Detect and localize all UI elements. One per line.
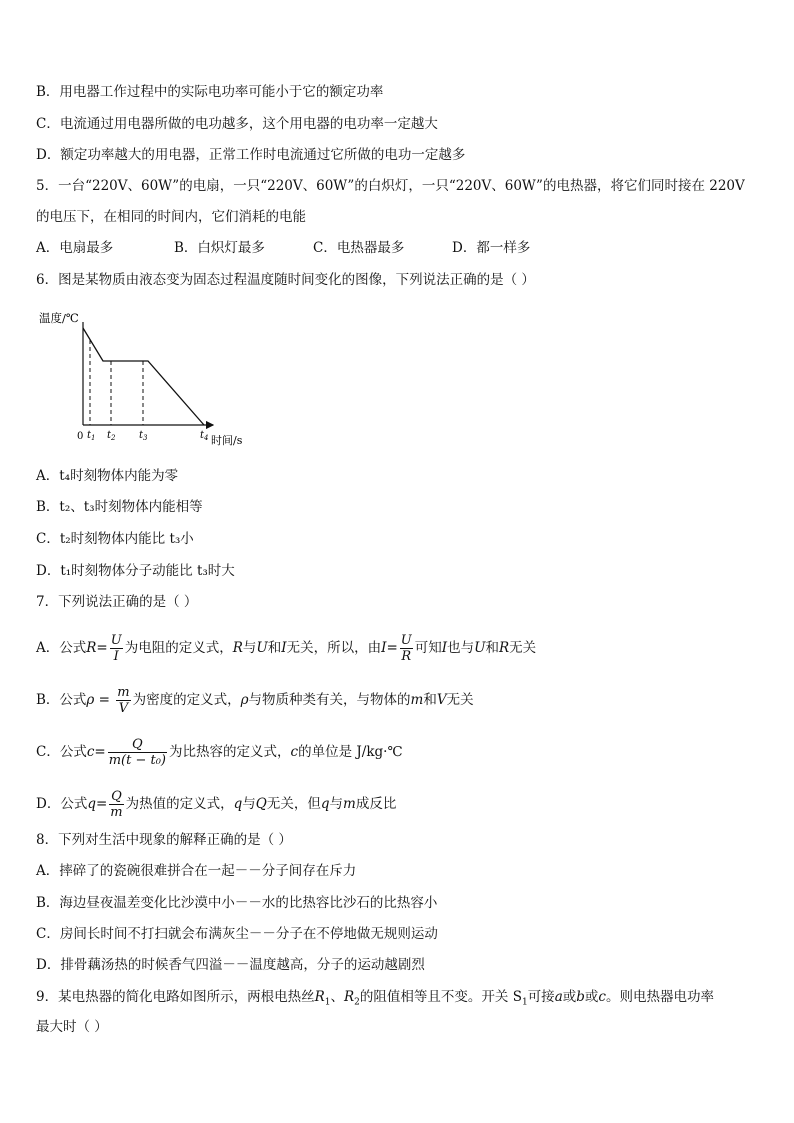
q4-option-c: C．电流通过用电器所做的电功越多，这个用电器的电功率一定越大 (36, 116, 438, 132)
tick-label-t2: $t_2$ (107, 430, 116, 442)
q5-stem-line2: 的电压下，在相同的时间内，它们消耗的电能 (36, 209, 306, 225)
q6-option-b: B．t₂、t₃时刻物体内能相等 (36, 499, 203, 515)
q7-option-d: D．公式q= $\frac{Q}{m}$ 为热值的定义式，q与Q无关，但q与m成反比 (36, 789, 397, 820)
q5-option-c: C．电热器最多 (313, 240, 405, 256)
q9-stem-line1: 9．某电热器的简化电路如图所示，两根电热丝$R_1$、$R_2$的阻值相等且不变。开关 $S_1$可接a或b或c。则电热器电功率 (36, 989, 714, 1008)
q6-option-d: D．t₁时刻物体分子动能比 t₃时大 (36, 563, 235, 579)
q6-option-a: A．t₄时刻物体内能为零 (36, 468, 179, 484)
q5-option-a: A．电扇最多 (36, 240, 114, 256)
y-axis-label: 温度/℃ (39, 311, 79, 325)
q8-stem: 8．下列对生活中现象的解释正确的是（ ） (36, 832, 292, 848)
fraction-q-over-m: $\frac{Q}{m}$ (110, 789, 123, 820)
tick-label-t1: $t_1$ (87, 430, 96, 442)
q6-stem: 6．图是某物质由液态变为固态过程温度随时间变化的图像，下列说法正确的是（ ） (36, 272, 535, 288)
q4-option-b: B．用电器工作过程中的实际电功率可能小于它的额定功率 (36, 84, 384, 100)
tick-label-t3: $t_3$ (139, 430, 148, 442)
q7-option-a: A．公式R= $\frac{U}{I}$ 为电阻的定义式，R与U和I无关，所以，由I= $\frac{U}{R}$ 可知I也与U和R无关 (36, 633, 537, 664)
fraction-q-over-m-delta-t: $\frac{Q}{\text{m(t − t₀)}}$ (108, 737, 167, 768)
fraction-u-over-r: $\frac{U}{R}$ (400, 633, 412, 664)
q5-option-b: B．白炽灯最多 (174, 240, 265, 256)
tick-label-t4: $t_4$ (200, 430, 209, 442)
q5-options (36, 238, 530, 258)
q7-option-c: C．公式c= $\frac{Q}{\text{m(t − t₀)}}$ 为比热容的定义式，c的单位是 J/kg·℃ (36, 737, 403, 768)
temperature-time-graph (36, 308, 243, 448)
origin-label: 0 (77, 431, 84, 442)
q6-option-c: C．t₂时刻物体内能比 t₃小 (36, 531, 194, 547)
q9-stem-line2: 最大时（ ） (36, 1019, 108, 1035)
q7-option-b: B．公式ρ = $\frac{m}{V}$ 为密度的定义式，ρ与物质种类有关，与物体的m和V无关 (36, 685, 474, 716)
q8-option-d: D．排骨藕汤热的时候香气四溢－－温度越高，分子的运动越剧烈 (36, 957, 425, 973)
q5-stem-line1: 5．一台“220V、60W”的电扇，一只“220V、60W”的白炽灯，一只“220V、60W”的电热器，将它们同时接在 220V (36, 178, 745, 194)
q8-option-b: B．海边昼夜温差变化比沙漠中小－－水的比热容比沙石的比热容小 (36, 895, 438, 911)
q7-stem: 7．下列说法正确的是（ ） (36, 594, 198, 610)
fraction-m-over-v: $\frac{m}{V}$ (117, 685, 130, 716)
x-axis-label: 时间/s (211, 434, 243, 447)
q8-option-a: A．摔碎了的瓷碗很难拼合在一起－－分子间存在斥力 (36, 863, 357, 879)
q5-option-d: D．都一样多 (452, 240, 531, 256)
q8-option-c: C．房间长时间不打扫就会布满灰尘－－分子在不停地做无规则运动 (36, 926, 438, 942)
fraction-u-over-i: $\frac{U}{I}$ (110, 633, 122, 664)
q4-option-d: D．额定功率越大的用电器，正常工作时电流通过它所做的电功一定越多 (36, 147, 466, 163)
